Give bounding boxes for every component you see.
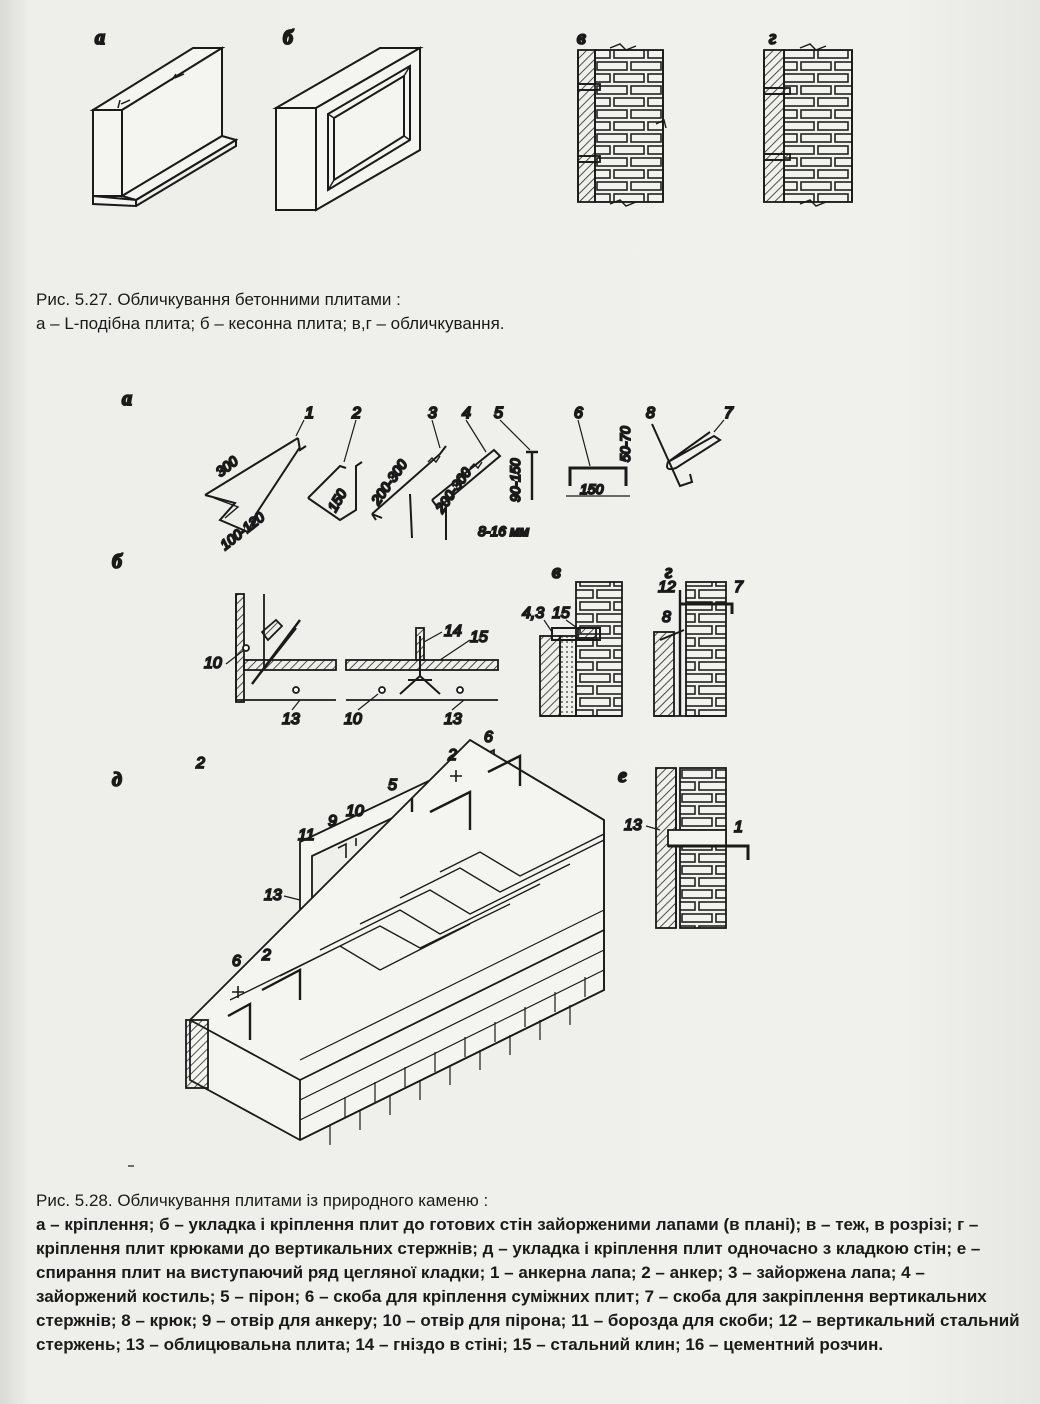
fig528-e-num-13: 13 <box>624 817 642 834</box>
fig528-a-num-3: 3 <box>428 405 437 422</box>
fig528-b-num-10a: 10 <box>204 655 222 672</box>
fig528-d-num-5: 5 <box>388 777 397 794</box>
fig528-b-num-15: 15 <box>470 629 488 646</box>
fig528-e-num-1: 1 <box>734 819 743 836</box>
fig528-a-num-7: 7 <box>724 405 733 422</box>
fig528-b-num-14: 14 <box>444 623 462 640</box>
fig528-v-num-4-3: 4,3 <box>522 605 545 622</box>
fig528-caption-text: а – кріплення; б – укладка і кріплення плит до готових стін зайорженими лапами (в плані); в – теж, в розрізі; г – кріплення плит крюками до вертикальних стержнів; д – укладка і кріплення плит одночасно з кладкою стін; е – спирання плит на виступаючий ряд цегляної кладки; 1 – анкерна лапа; 2 – анкер; 3 – зайоржена лапа; 4 – зайоржений костиль; 5 – пірон; 6 – скоба для кріплення суміжних плит; 7 – скоба для закріплення вертикальних стержнів; 8 – крюк; 9 – отвір для анкеру; 10 – отвір для пірона; 11 – борозда для скоби; 12 – вертикальний стальний стержень; 13 – облицювальна плита; 14 – гніздо в стіні; 15 – стальний клин; 16 – цементний розчин. <box>36 1215 1020 1354</box>
fig528-v-num-15: 15 <box>552 605 570 622</box>
fig528-a-dim-50-70: 50-70 <box>617 426 633 462</box>
fig528-panel-d-isometric <box>112 729 604 1145</box>
fig528-a-dim-200-300-b: 200-300 <box>431 464 475 516</box>
fig528-d-num-13: 13 <box>264 887 282 904</box>
fig527-label-g: г <box>769 27 777 49</box>
fig528-label-g: г <box>665 561 673 583</box>
fig528-panel-g-section <box>654 561 744 716</box>
fig528-d-num-10: 10 <box>346 803 364 820</box>
fig528-a-dim-150-staple: 150 <box>580 481 604 497</box>
fig528-d-num-6b: 6 <box>232 953 241 970</box>
fig528-a-num-2: 2 <box>352 405 361 422</box>
fig528-d-num-2-stray: 2 <box>196 755 205 772</box>
fig528-a-dim-300: 300 <box>212 452 241 480</box>
fig528-a-num-1: 1 <box>305 405 314 422</box>
fig528-panel-b-plan <box>112 551 498 728</box>
fig527-panel-b-coffer-slab <box>276 27 420 210</box>
fig528-label-a: а <box>122 388 132 410</box>
fig528-a-dim-200-300-a: 200-300 <box>367 456 411 508</box>
fig528-g-num-12: 12 <box>658 579 676 596</box>
fig528-g-num-8: 8 <box>662 609 671 626</box>
fig528-label-e: е <box>618 765 627 787</box>
fig528-a-dim-150: 150 <box>324 486 350 515</box>
fig528-panel-a-fasteners <box>122 388 734 553</box>
fig528-a-dim-100-120: 100-120 <box>217 508 268 553</box>
fig528-label-d: д <box>112 769 122 791</box>
fig527-caption-title: Рис. 5.27. Обличкування бетонними плитами : <box>36 290 401 309</box>
fig528-d-num-9: 9 <box>328 813 337 830</box>
fig527-label-v: в <box>577 27 586 49</box>
fig528-label-v: в <box>552 561 561 583</box>
fig528-panel-v-section <box>522 561 622 716</box>
fig528-g-num-7: 7 <box>734 579 743 596</box>
fig528-label-b: б <box>112 551 122 573</box>
fig528-a-num-6: 6 <box>574 405 583 422</box>
fig528-b-num-13a: 13 <box>282 711 300 728</box>
fig528-caption <box>36 1189 1021 1357</box>
fig527-panel-a-l-slab <box>93 27 236 206</box>
fig528-d-num-6a: 2 <box>448 747 457 764</box>
fig528-b-num-13b: 13 <box>444 711 462 728</box>
fig528-a-num-8: 8 <box>646 405 655 422</box>
fig527-caption <box>36 288 936 336</box>
fig528-b-num-10b: 10 <box>344 711 362 728</box>
fig528-a-num-4: 4 <box>462 405 471 422</box>
fig527-label-b: б <box>283 27 293 49</box>
fig528-d-num-11: 11 <box>298 827 315 844</box>
fig527-panel-g-facing <box>764 27 852 206</box>
fig528-a-dim-90-150: 90-150 <box>507 458 523 502</box>
fig528-d-num-2b: 2 <box>262 947 271 964</box>
fig527-panel-v-facing <box>577 27 666 206</box>
fig528-a-num-5: 5 <box>494 405 503 422</box>
fig528-a-dim-8-16: 8-16 мм <box>478 523 530 539</box>
fig528-d-num-2a: 6 <box>484 729 493 746</box>
fig528-panel-e-section <box>618 765 748 928</box>
fig527-caption-text: а – L-подібна плита; б – кесонна плита; в,г – обличкування. <box>36 314 505 333</box>
fig528-caption-title: Рис. 5.28. Обличкування плитами із природного каменю : <box>36 1191 489 1210</box>
fig527-label-a: а <box>95 27 105 49</box>
